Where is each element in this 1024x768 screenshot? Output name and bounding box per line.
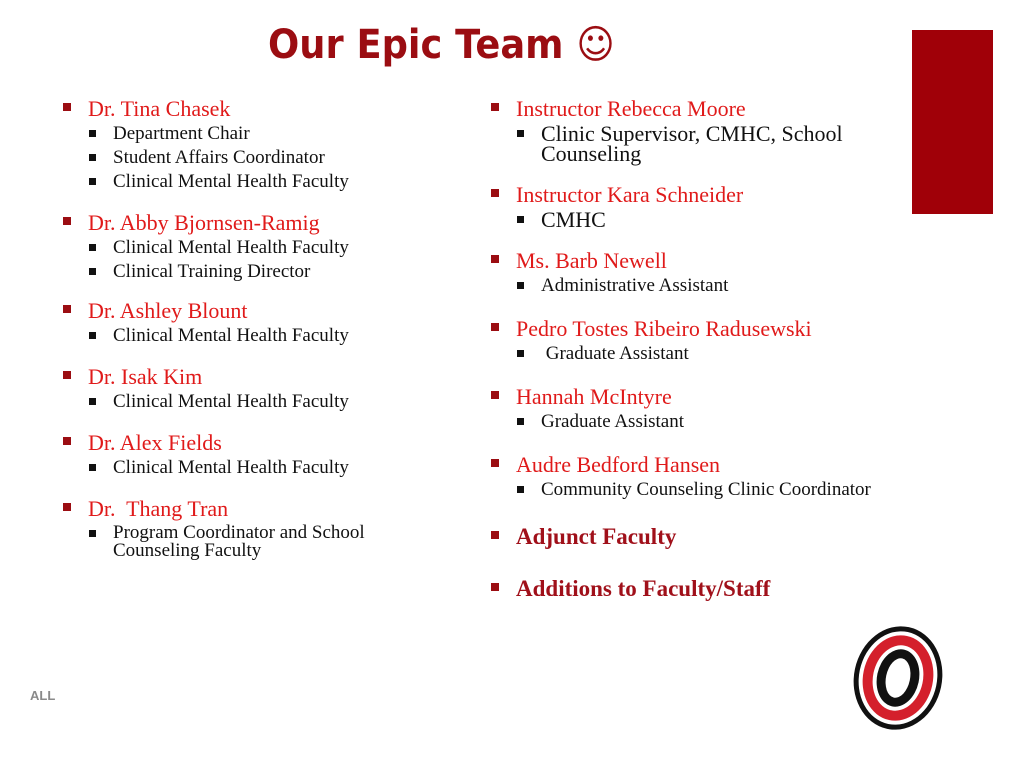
member-role: CMHC bbox=[490, 210, 930, 230]
square-bullet-icon bbox=[63, 371, 71, 379]
square-bullet-icon bbox=[491, 323, 499, 331]
square-bullet-icon bbox=[491, 103, 499, 111]
left-column bbox=[62, 96, 462, 564]
square-bullet-icon bbox=[491, 189, 499, 197]
unomaha-o-logo-icon bbox=[838, 622, 958, 734]
square-bullet-icon bbox=[63, 103, 71, 111]
team-member bbox=[62, 96, 462, 192]
footer-label: ALL bbox=[30, 688, 56, 703]
member-name: Hannah McIntyre bbox=[490, 384, 930, 410]
member-name: Instructor Kara Schneider bbox=[490, 182, 930, 208]
member-role: Administrative Assistant bbox=[490, 276, 930, 296]
square-bullet-icon bbox=[63, 503, 71, 511]
square-bullet-icon bbox=[517, 486, 524, 493]
member-name: Dr. Ashley Blount bbox=[62, 298, 462, 324]
square-bullet-icon bbox=[89, 268, 96, 275]
right-column bbox=[490, 96, 930, 602]
member-role: Clinical Training Director bbox=[62, 262, 462, 282]
adjunct-faculty-label[interactable]: Adjunct Faculty bbox=[490, 524, 930, 550]
team-member bbox=[490, 384, 930, 432]
square-bullet-icon bbox=[63, 437, 71, 445]
square-bullet-icon bbox=[89, 178, 96, 185]
member-name: Pedro Tostes Ribeiro Radusewski bbox=[490, 316, 930, 342]
member-role: Clinical Mental Health Faculty bbox=[62, 458, 462, 478]
member-role: Clinical Mental Health Faculty bbox=[62, 392, 462, 412]
member-name: Dr. Abby Bjornsen-Ramig bbox=[62, 210, 462, 236]
square-bullet-icon bbox=[491, 255, 499, 263]
square-bullet-icon bbox=[491, 391, 499, 399]
square-bullet-icon bbox=[89, 244, 96, 251]
member-role: Clinical Mental Health Faculty bbox=[62, 326, 462, 346]
square-bullet-icon bbox=[89, 464, 96, 471]
team-member bbox=[62, 496, 462, 560]
member-name: Audre Bedford Hansen bbox=[490, 452, 930, 478]
team-member bbox=[62, 430, 462, 478]
square-bullet-icon bbox=[89, 130, 96, 137]
member-role: Clinical Mental Health Faculty bbox=[62, 238, 462, 258]
member-name: Ms. Barb Newell bbox=[490, 248, 930, 274]
square-bullet-icon bbox=[63, 217, 71, 225]
square-bullet-icon bbox=[89, 332, 96, 339]
square-bullet-icon bbox=[517, 418, 524, 425]
additions-link[interactable] bbox=[490, 576, 930, 602]
square-bullet-icon bbox=[517, 130, 524, 137]
team-member bbox=[490, 248, 930, 296]
team-member bbox=[490, 96, 930, 164]
square-bullet-icon bbox=[517, 282, 524, 289]
team-member bbox=[490, 452, 930, 500]
additions-label[interactable]: Additions to Faculty/Staff bbox=[490, 576, 930, 602]
member-role: Graduate Assistant bbox=[490, 344, 930, 364]
square-bullet-icon bbox=[89, 154, 96, 161]
member-role: Student Affairs Coordinator bbox=[62, 148, 462, 168]
adjunct-faculty-link[interactable] bbox=[490, 524, 930, 550]
member-role: Department Chair bbox=[62, 124, 462, 144]
square-bullet-icon bbox=[89, 530, 96, 537]
team-member bbox=[490, 316, 930, 364]
square-bullet-icon bbox=[517, 350, 524, 357]
square-bullet-icon bbox=[517, 216, 524, 223]
member-name: Dr. Alex Fields bbox=[62, 430, 462, 456]
member-role: Program Coordinator and School Counseling Faculty bbox=[62, 524, 413, 560]
team-member bbox=[62, 298, 462, 346]
member-name: Instructor Rebecca Moore bbox=[490, 96, 930, 122]
member-name: Dr. Tina Chasek bbox=[62, 96, 462, 122]
member-role: Clinic Supervisor, CMHC, School Counseling bbox=[490, 124, 886, 164]
member-name: Dr. Isak Kim bbox=[62, 364, 462, 390]
square-bullet-icon bbox=[491, 459, 499, 467]
page-title: Our Epic Team ☺ bbox=[268, 22, 615, 68]
team-member bbox=[62, 210, 462, 282]
member-role: Clinical Mental Health Faculty bbox=[62, 172, 462, 192]
square-bullet-icon bbox=[63, 305, 71, 313]
member-role: Graduate Assistant bbox=[490, 412, 930, 432]
team-member bbox=[62, 364, 462, 412]
square-bullet-icon bbox=[491, 583, 499, 591]
square-bullet-icon bbox=[491, 531, 499, 539]
member-name: Dr. Thang Tran bbox=[62, 496, 462, 522]
member-role: Community Counseling Clinic Coordinator bbox=[490, 480, 930, 500]
square-bullet-icon bbox=[89, 398, 96, 405]
team-member bbox=[490, 182, 930, 230]
